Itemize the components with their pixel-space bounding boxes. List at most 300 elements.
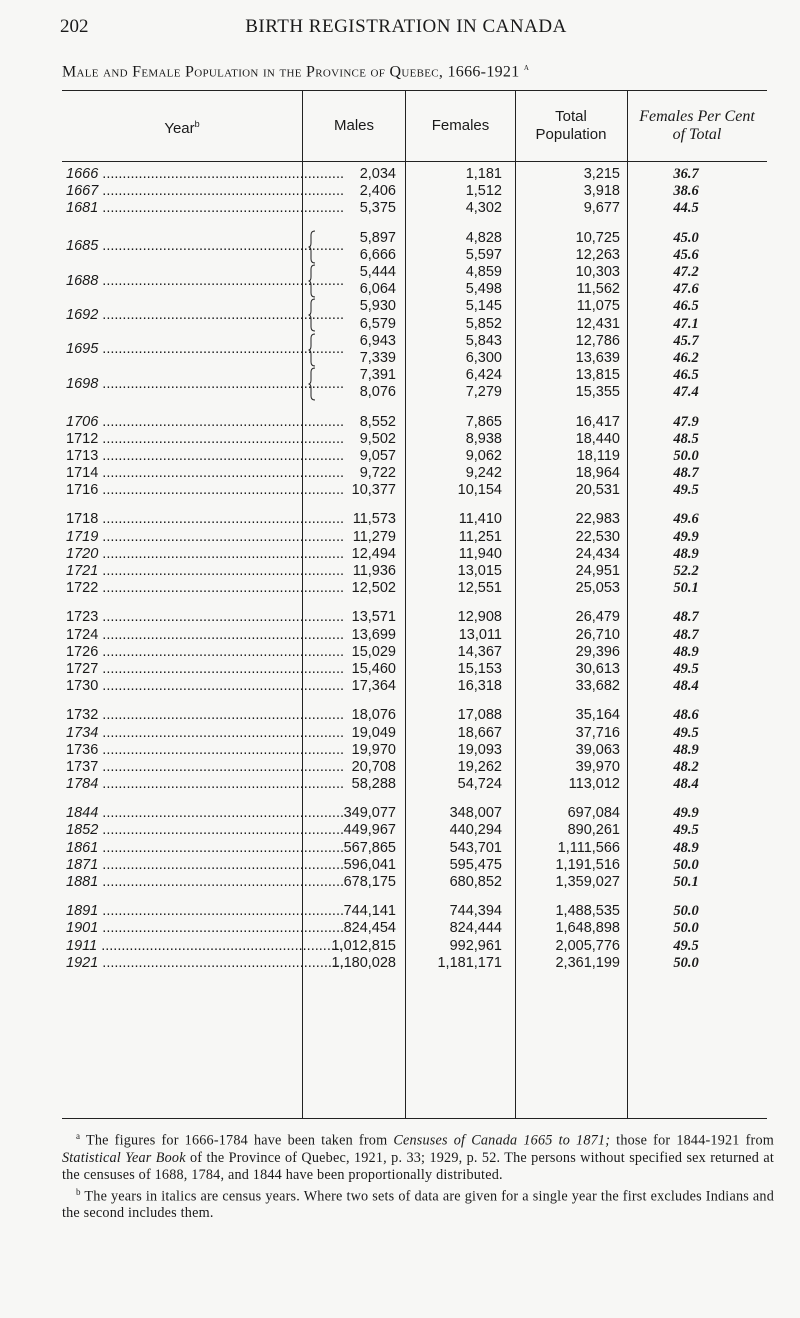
percent-value: 36.7	[673, 166, 699, 182]
males-cell	[310, 840, 396, 857]
percent-cell	[632, 725, 740, 742]
females-cell	[412, 264, 502, 298]
males-value: 744,141	[343, 903, 396, 920]
total-cell	[520, 264, 620, 298]
year-value: 1714	[66, 465, 99, 482]
males-cell	[310, 874, 396, 891]
total-cell	[520, 874, 620, 891]
table-row	[62, 511, 767, 528]
males-cell	[310, 529, 396, 546]
leader-dots: ............................................................	[98, 678, 345, 695]
males-value: 567,865	[343, 839, 396, 856]
table-row	[62, 298, 767, 332]
table-row	[62, 857, 767, 874]
table-row	[62, 776, 767, 793]
percent-cell	[632, 529, 740, 546]
table-row	[62, 920, 767, 937]
year-cell	[66, 822, 345, 839]
percent-value: 47.6	[673, 281, 699, 298]
percent-cell	[632, 546, 740, 563]
table-row	[62, 707, 767, 724]
total-value: 30,613	[575, 660, 620, 677]
percent-value: 49.5	[673, 724, 699, 741]
females-value: 7,865	[465, 413, 502, 430]
males-cell	[310, 200, 396, 217]
brace-icon	[308, 230, 316, 264]
females-cell	[412, 678, 502, 695]
females-value: 4,302	[465, 200, 502, 217]
year-value: 1666	[66, 166, 99, 182]
year-cell	[66, 643, 345, 661]
total-value: 24,434	[575, 545, 620, 562]
females-value: 744,394	[449, 903, 502, 920]
percent-cell	[632, 805, 740, 822]
table-row	[62, 529, 767, 546]
males-cell	[310, 759, 396, 776]
table-row	[62, 644, 767, 661]
percent-value: 48.7	[673, 465, 699, 482]
females-value: 5,597	[465, 246, 502, 263]
year-value: 1911	[66, 937, 98, 954]
percent-value: 48.9	[673, 839, 699, 856]
percent-value: 48.4	[673, 678, 699, 695]
year-value: 1722	[66, 580, 99, 597]
leader-dots: ............................................................	[98, 874, 345, 891]
total-value: 25,053	[575, 580, 620, 597]
males-cell	[310, 414, 396, 431]
percent-value: 47.2	[673, 263, 699, 280]
total-cell	[520, 840, 620, 857]
total-value: 697,084	[567, 805, 620, 822]
leader-dots: ............................................................	[98, 741, 345, 758]
males-cell	[310, 264, 396, 298]
population-table	[62, 90, 767, 1119]
total-cell	[520, 938, 620, 955]
leader-dots: ............................................................	[98, 609, 345, 626]
males-value: 6,579	[359, 315, 396, 332]
total-value: 18,119	[576, 447, 620, 464]
total-value: 22,983	[575, 511, 620, 528]
females-value: 680,852	[449, 874, 502, 891]
females-cell	[412, 627, 502, 644]
footnote-a-source-title: Statistical Year Book	[62, 1149, 186, 1166]
year-value: 1667	[66, 183, 99, 200]
males-cell	[310, 546, 396, 563]
males-value: 15,460	[351, 660, 396, 677]
percent-value: 44.5	[673, 200, 699, 217]
females-cell	[412, 661, 502, 678]
total-cell	[520, 529, 620, 546]
females-value: 543,701	[449, 839, 502, 856]
females-cell	[412, 644, 502, 661]
total-cell	[520, 333, 620, 367]
year-cell	[66, 341, 345, 358]
leader-dots: ............................................................	[98, 183, 345, 200]
year-cell	[66, 430, 345, 448]
percent-value: 48.4	[673, 776, 699, 793]
males-value: 5,375	[359, 200, 396, 217]
table-row	[62, 661, 767, 678]
year-cell	[66, 238, 345, 255]
males-value: 13,571	[351, 609, 396, 626]
percent-cell	[632, 874, 740, 891]
females-cell	[412, 414, 502, 431]
year-cell	[66, 758, 345, 776]
percent-value: 46.2	[673, 349, 699, 366]
males-value: 1,012,815	[331, 937, 396, 954]
females-value: 7,279	[465, 384, 502, 401]
leader-dots: ............................................................	[98, 238, 345, 255]
females-value: 5,843	[465, 332, 502, 349]
year-value: 1692	[66, 306, 99, 323]
footnote-b-marker: b	[76, 1186, 81, 1197]
females-cell	[412, 230, 502, 264]
year-cell	[66, 580, 345, 597]
females-cell	[412, 546, 502, 563]
females-cell	[412, 166, 502, 183]
year-cell	[66, 678, 345, 695]
total-value: 26,710	[575, 626, 620, 643]
females-cell	[412, 707, 502, 724]
leader-dots: ............................................................	[98, 511, 345, 528]
leader-dots: ............................................................	[98, 413, 345, 430]
year-cell	[66, 874, 345, 891]
females-value: 440,294	[449, 822, 502, 839]
footnote-b-text: The years in italics are census years. Where two sets of data are given for a single year the first excludes Indians and the second includes them.	[62, 1188, 774, 1222]
percent-cell	[632, 431, 740, 448]
total-value: 890,261	[567, 822, 620, 839]
year-value: 1921	[66, 954, 99, 971]
leader-dots: ............................................................	[98, 200, 345, 217]
header-total: Total Population	[535, 108, 607, 143]
percent-cell	[632, 367, 740, 401]
table-row	[62, 627, 767, 644]
header-females: Females	[431, 117, 490, 134]
percent-cell	[632, 482, 740, 499]
total-value: 13,815	[575, 367, 620, 384]
total-value: 2,005,776	[555, 937, 620, 954]
percent-cell	[632, 563, 740, 580]
males-value: 12,494	[351, 545, 396, 562]
total-value: 1,111,566	[557, 839, 620, 856]
leader-dots: ............................................................	[98, 545, 345, 562]
males-value: 2,034	[359, 166, 396, 182]
percent-value: 46.5	[673, 367, 699, 384]
females-cell	[412, 183, 502, 200]
males-value: 7,339	[359, 349, 396, 366]
females-value: 595,475	[449, 856, 502, 873]
table-row	[62, 805, 767, 822]
females-value: 824,444	[449, 920, 502, 937]
year-cell	[66, 511, 345, 528]
year-cell	[66, 272, 345, 290]
year-value: 1734	[66, 724, 99, 741]
percent-value: 50.1	[673, 580, 699, 597]
percent-value: 48.7	[673, 626, 699, 643]
males-cell	[310, 580, 396, 597]
percent-value: 50.0	[673, 903, 699, 920]
year-value: 1727	[66, 660, 99, 677]
year-cell	[66, 563, 345, 580]
total-cell	[520, 822, 620, 839]
percent-cell	[632, 938, 740, 955]
males-value: 678,175	[343, 874, 396, 891]
table-row	[62, 546, 767, 563]
females-cell	[412, 874, 502, 891]
header-year	[62, 92, 302, 160]
year-value: 1719	[66, 528, 99, 545]
total-cell	[520, 465, 620, 482]
males-cell	[310, 482, 396, 499]
page-number: 202	[60, 16, 89, 37]
percent-value: 38.6	[673, 183, 699, 200]
table-bottom-rule	[62, 1118, 767, 1119]
year-cell	[66, 545, 345, 563]
percent-cell	[632, 333, 740, 367]
total-value: 26,479	[575, 609, 620, 626]
total-cell	[520, 448, 620, 465]
total-value: 11,562	[576, 281, 620, 298]
total-cell	[520, 776, 620, 793]
table-row	[62, 333, 767, 367]
males-cell	[310, 903, 396, 920]
females-value: 16,318	[457, 678, 502, 695]
leader-dots: ............................................................	[98, 465, 345, 482]
females-value: 8,938	[465, 430, 502, 447]
percent-cell	[632, 822, 740, 839]
males-value: 2,406	[359, 183, 396, 200]
females-cell	[412, 725, 502, 742]
table-title	[62, 62, 760, 81]
females-cell	[412, 840, 502, 857]
total-cell	[520, 678, 620, 695]
percent-value: 49.5	[673, 822, 699, 839]
year-cell	[66, 954, 345, 972]
males-value: 18,076	[351, 707, 396, 724]
table-row	[62, 230, 767, 264]
year-value: 1685	[66, 238, 99, 255]
females-value: 12,551	[457, 580, 502, 597]
total-value: 29,396	[575, 643, 620, 660]
year-cell	[66, 375, 345, 393]
table-row	[62, 840, 767, 857]
total-value: 24,951	[575, 563, 620, 580]
males-cell	[310, 183, 396, 200]
total-cell	[520, 200, 620, 217]
total-cell	[520, 230, 620, 264]
table-row	[62, 367, 767, 401]
males-cell	[310, 448, 396, 465]
males-value: 58,288	[351, 776, 396, 793]
leader-dots: ............................................................	[98, 482, 345, 499]
leader-dots: ............................................................	[98, 580, 345, 597]
table-row	[62, 431, 767, 448]
year-value: 1736	[66, 741, 99, 758]
footnote-a-text: of the Province of Quebec, 1921, p. 33; 1929, p. 52. The persons without specified sex returned at the censuses of 1688, 1784, and 1844 have been proportionally distributed.	[62, 1149, 775, 1183]
year-value: 1901	[66, 920, 99, 937]
females-cell	[412, 529, 502, 546]
females-value: 6,424	[465, 367, 502, 384]
total-value: 37,716	[575, 724, 620, 741]
percent-cell	[632, 707, 740, 724]
header-bottom-rule	[62, 161, 767, 162]
percent-value: 48.9	[673, 741, 699, 758]
percent-cell	[632, 661, 740, 678]
table-row	[62, 759, 767, 776]
percent-cell	[632, 448, 740, 465]
females-value: 54,724	[457, 776, 502, 793]
year-cell	[66, 306, 345, 324]
footnote-a-text: those for 1844-1921 from	[610, 1132, 775, 1149]
females-value: 5,852	[465, 315, 502, 332]
leader-dots: ............................................................	[98, 707, 345, 724]
leader-dots: ............................................................	[98, 839, 345, 856]
males-cell	[310, 627, 396, 644]
table-row	[62, 822, 767, 839]
total-cell	[520, 742, 620, 759]
females-cell	[412, 759, 502, 776]
year-cell	[66, 724, 345, 742]
leader-dots: ............................................................	[98, 626, 345, 643]
total-value: 3,918	[583, 183, 620, 200]
females-value: 4,828	[465, 229, 502, 246]
table-row	[62, 678, 767, 695]
total-value: 15,355	[575, 384, 620, 401]
females-value: 6,300	[465, 349, 502, 366]
total-value: 1,488,535	[555, 903, 620, 920]
females-value: 5,145	[465, 298, 502, 315]
males-cell	[310, 563, 396, 580]
percent-cell	[632, 200, 740, 217]
females-cell	[412, 955, 502, 972]
header-percent: Females Per Cent of Total	[639, 108, 755, 143]
year-cell	[66, 856, 345, 874]
males-value: 8,076	[359, 384, 396, 401]
total-value: 12,263	[575, 246, 620, 263]
females-value: 10,154	[457, 482, 502, 499]
females-value: 17,088	[457, 707, 502, 724]
footnote-a-text: The figures for 1666-1784 have been taken from	[85, 1132, 394, 1149]
males-value: 11,573	[352, 511, 396, 528]
year-value: 1712	[66, 430, 99, 447]
footnote-a-marker: a	[76, 1131, 81, 1141]
page-header	[60, 16, 752, 44]
percent-value: 49.5	[673, 482, 699, 499]
year-cell	[66, 805, 345, 822]
year-value: 1716	[66, 482, 99, 499]
males-value: 9,502	[359, 430, 396, 447]
males-value: 11,279	[352, 528, 396, 545]
year-value: 1718	[66, 511, 99, 528]
females-value: 9,242	[465, 465, 502, 482]
percent-value: 47.9	[673, 413, 699, 430]
total-value: 12,786	[575, 332, 620, 349]
females-value: 13,015	[457, 563, 502, 580]
year-value: 1724	[66, 626, 99, 643]
year-cell	[66, 937, 343, 955]
header-year-label: Year	[164, 119, 195, 137]
males-cell	[310, 805, 396, 822]
females-value: 19,262	[457, 758, 502, 775]
year-value: 1871	[66, 856, 99, 873]
total-value: 35,164	[575, 707, 620, 724]
males-cell	[310, 955, 396, 972]
total-value: 33,682	[575, 678, 620, 695]
year-value: 1861	[66, 839, 99, 856]
females-value: 11,251	[458, 528, 502, 545]
total-value: 13,639	[575, 349, 620, 366]
males-value: 1,180,028	[331, 954, 396, 971]
leader-dots: ............................................................	[98, 776, 345, 793]
table-row	[62, 563, 767, 580]
year-value: 1730	[66, 678, 99, 695]
males-value: 11,936	[352, 563, 396, 580]
year-cell	[66, 839, 345, 857]
females-cell	[412, 563, 502, 580]
females-value: 13,011	[458, 626, 502, 643]
males-cell	[310, 298, 396, 332]
females-cell	[412, 742, 502, 759]
year-value: 1698	[66, 375, 99, 392]
males-value: 5,930	[359, 298, 396, 315]
percent-cell	[632, 920, 740, 937]
total-value: 20,531	[575, 482, 620, 499]
percent-value: 47.4	[673, 384, 699, 401]
total-value: 22,530	[575, 528, 620, 545]
year-cell	[66, 660, 345, 678]
males-value: 13,699	[351, 626, 396, 643]
males-cell	[310, 857, 396, 874]
table-row	[62, 414, 767, 431]
females-cell	[412, 482, 502, 499]
total-value: 1,191,516	[555, 856, 620, 873]
males-cell	[310, 511, 396, 528]
year-value: 1881	[66, 874, 99, 891]
table-row	[62, 609, 767, 626]
header-year-ref: b	[194, 118, 200, 129]
total-value: 10,725	[575, 229, 620, 246]
males-cell	[310, 822, 396, 839]
males-cell	[310, 333, 396, 367]
table-row	[62, 465, 767, 482]
percent-value: 46.5	[673, 298, 699, 315]
males-cell	[310, 776, 396, 793]
total-cell	[520, 725, 620, 742]
table-row	[62, 903, 767, 920]
total-cell	[520, 546, 620, 563]
males-value: 19,049	[351, 724, 396, 741]
males-cell	[310, 725, 396, 742]
males-cell	[310, 166, 396, 183]
total-cell	[520, 644, 620, 661]
percent-cell	[632, 298, 740, 332]
percent-value: 50.0	[673, 856, 699, 873]
females-cell	[412, 448, 502, 465]
females-cell	[412, 333, 502, 367]
running-title: BIRTH REGISTRATION IN CANADA	[245, 16, 567, 37]
males-value: 12,502	[351, 580, 396, 597]
males-cell	[310, 230, 396, 264]
total-cell	[520, 707, 620, 724]
percent-value: 45.6	[673, 246, 699, 263]
percent-cell	[632, 511, 740, 528]
males-value: 449,967	[343, 822, 396, 839]
year-cell	[66, 183, 345, 200]
percent-cell	[632, 955, 740, 972]
year-cell	[66, 413, 345, 431]
footnote-b	[62, 1184, 774, 1223]
leader-dots: ............................................................	[98, 856, 345, 873]
